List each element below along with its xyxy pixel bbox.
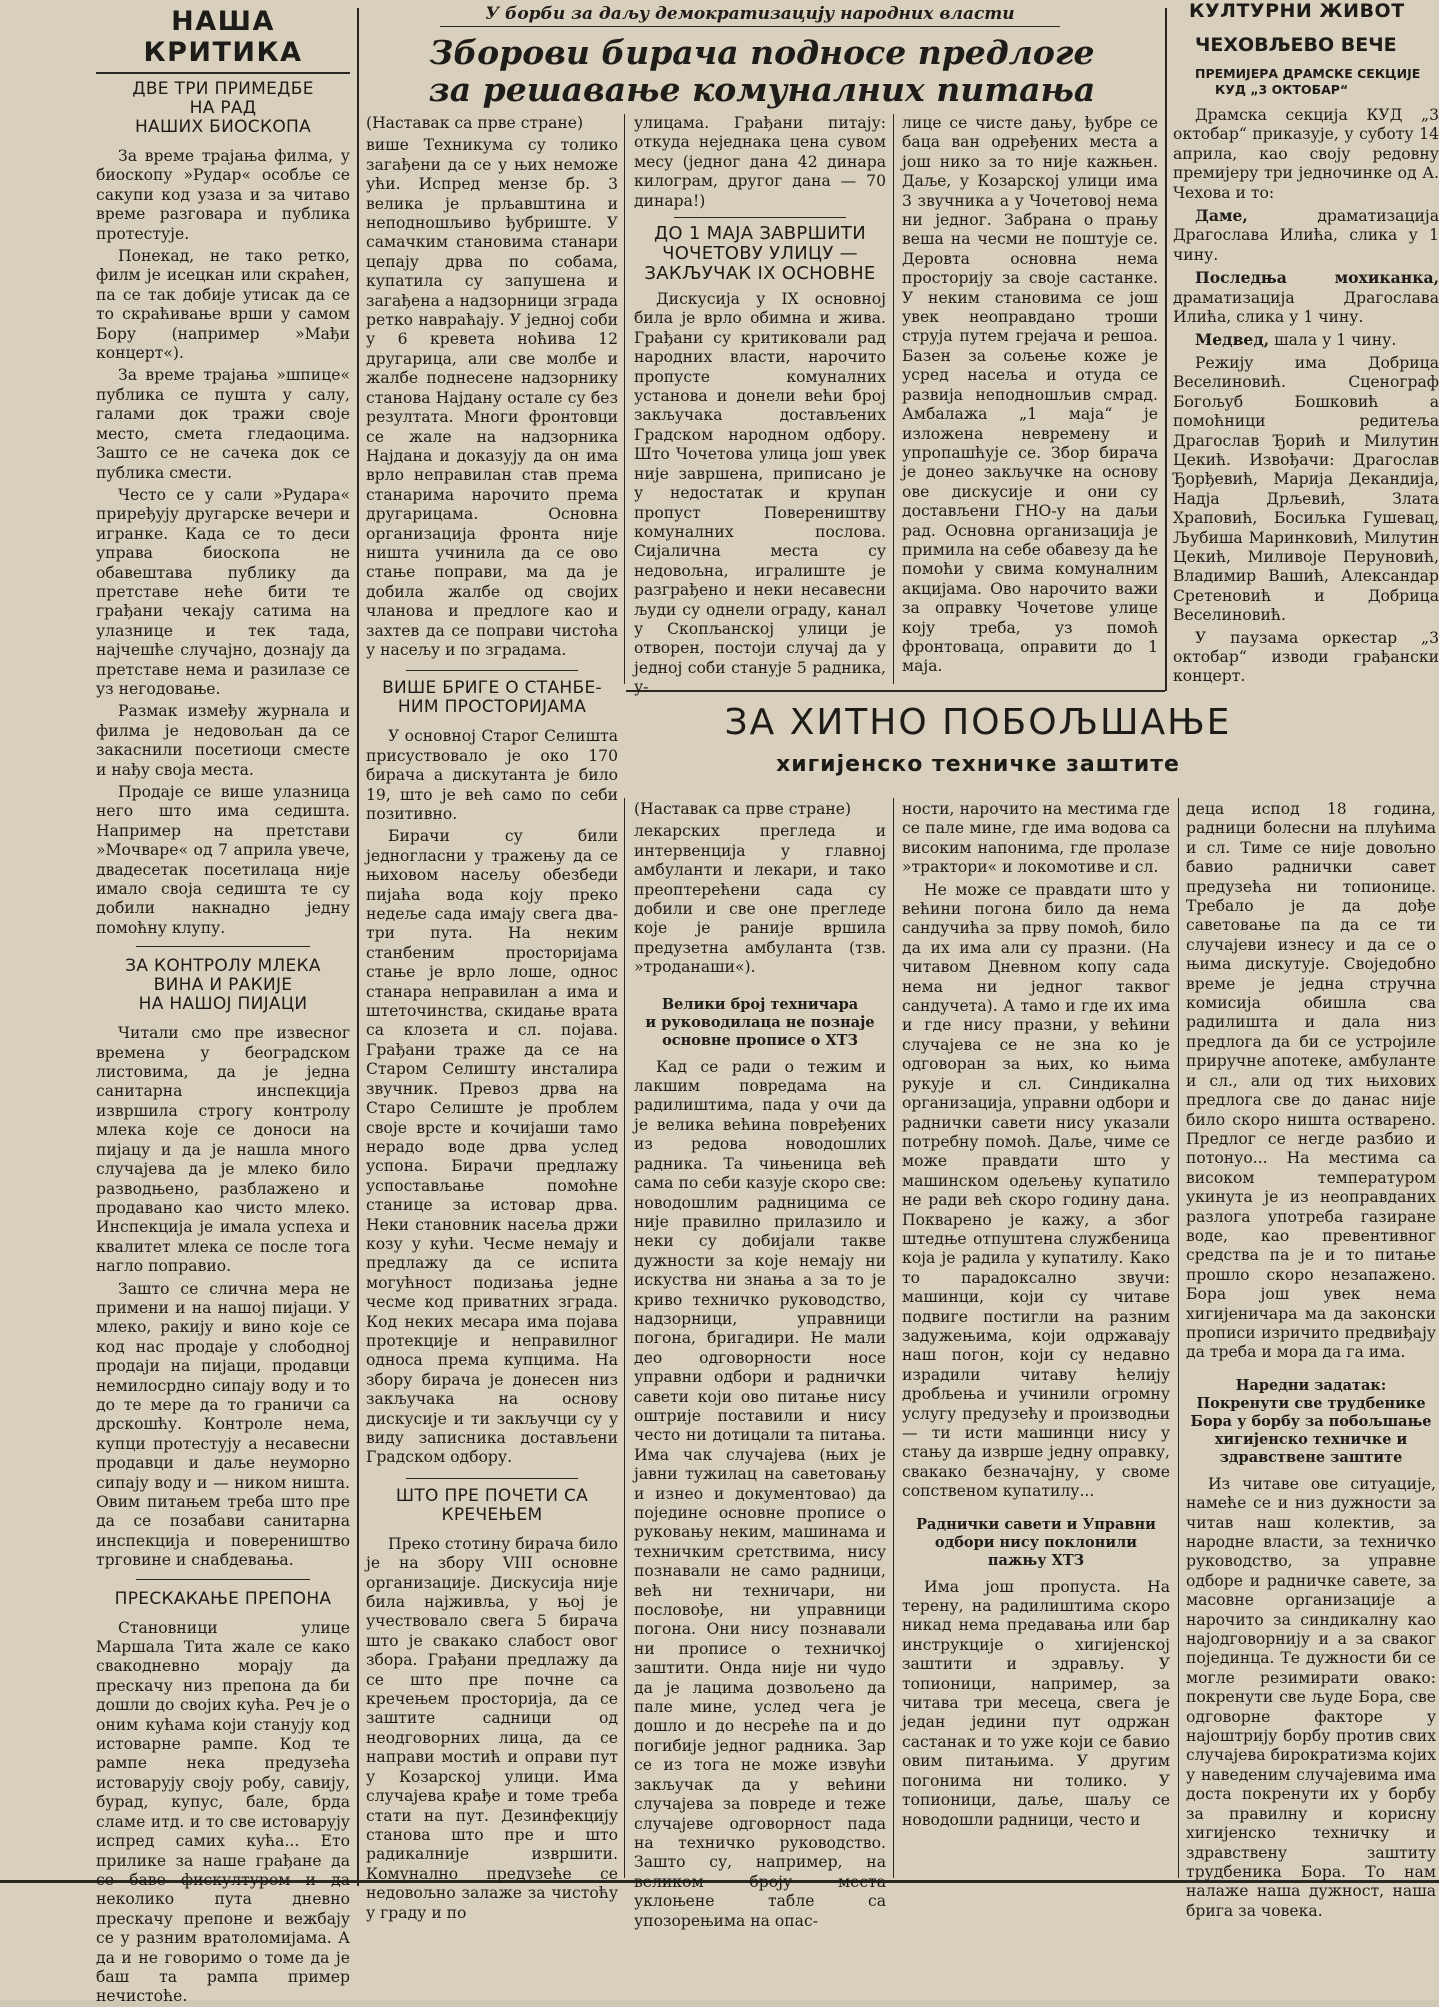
- center-col-1: (Наставак са прве стране) више Техникума су толико загађени да се у њих неможе ући. Испред мензе бр. 3 велика је прљавштина и неподношљиво ђубриште. У самачким становима станари цепају дрва по собама, купатила су запушена и загађена а надзорници зграда ретко навраћају. У једној соби у 6 кревета ноћива 12 другарица, али све молбе и жалбе поднесене надзорнику станова Најдану остале су без резултата. Многи фронтовци се жале на надзорника Најдана и доказују да он има врло неправилан став према станарима нарочито према другарицама. Основна организација фронта није ништа учинила да се ово стање поправи, ма да је добила жалбе од својих чланова и предлоге као и захтев да се поправи чистоћа у насељу и по зградама. ВИШЕ БРИГЕ О СТАНБЕ- НИМ ПРОСТОРИЈАМА У основној Старог Селишта присуствовало је око 170 бирача а дискутанта је било 19, што је већ само по себи позитивно. Бирачи су били једногласни у тражењу да се њиховом насељу обезбеди пијаћа вода коју преко недеље сада имају свега два-три пута. На неким станбеним просторијама стање је врло лоше, однос станара неправилан а има и штеточинства, скидање врата са клозета и сл. појава. Грађани траже да се на Старом Селишту инсталира звучник. Превоз дрва на Старо Селиште је проблем своје врсте и кочијаши тамо нерадо воде дрва услед успона. Бирачи предлажу успостављање помоћне станице за истовар дрва. Неки становник насеља држи козу у кући. Чесме немају и предлажу да се испита могућност подизања једне чесме код приватних зграда. Код неких месара има појава протекције и неправилног односа према купцима. На збору бирача је донесен низ закључака на основу дискусије и ти закључци су у виду записника достављени Градском одбору. ШТО ПРЕ ПОЧЕТИ СА КРЕЧЕЊЕМ Преко стотину бирача било је на збору VIII основне организације. Дискусија није била најживља, у њој је учествовало свега 5 бирача што је свакако слабост овог збора. Грађани предлажу да се што пре почне са кречењем просторија, да се заштите садници од неодговорних лица, да се направи мостић и оправи пут у Козарској улици. Има случајева крађе и томе треба стати на пут. Дезинфекцију станова што пре и што радикалније извршити. Комунално предузеће се недовољно залаже за чистоћу у граду и по: [366, 114, 618, 1922]
- article-body: Становници улице Маршала Тита жале се како свакодневно морају да прескачу низ препона да би дошли до својих кућа. Реч је о оним кућама који станују код истоварне рампе. Код те рампе нека предузећа истоварују своју робу, савију, бурад, купус, бале, брда сламе итд. и то све истоварују испред самих кућа... Ето прилике за наше грађане да се баве фискултуром и да неколико пута дневно прескачу препоне и вежбају се у разним вратоломијама. А да и не говоримо о томе да је баш та рампа пример нечистоће.: [96, 1618, 350, 2006]
- column-rule: [624, 114, 625, 684]
- play-item: Медвед, шала у 1 чину.: [1195, 330, 1397, 350]
- divider: [406, 670, 578, 671]
- column-rule: [1165, 8, 1167, 691]
- article-subhead: Раднички савети и Управни одбори нису поклонили пажњу ХТЗ: [916, 1515, 1156, 1569]
- column-rule: [893, 114, 894, 684]
- center-col-2: улицама. Грађани питају: откуда неједнака цена сувом месу (једног дана 42 динара килограм, другог дана — 70 динара!) ДО 1 МАЈА ЗАВРШИТИ ЧОЧЕТОВУ УЛИЦУ — ЗАКЉУЧАК IX ОСНОВНЕ Дискусија у IX основној била је врло обимна и жива. Грађани су критиковали рад народних власти, нарочито пропусте комуналних установа и донели већи број закључака достављених Градском народном одбору. Што Чочетова улица још увек није завршена, приписано је у недостатак и крупан пропуст Повереништву комуналних послова. Сијалична места су недовољна, игралиште је разграђено и неки несавесни људи су однели ограду, канал у Скопљанској улици је отворен, постоји случај да у једној соби станује 5 радника, у-: [634, 114, 886, 697]
- column-rule: [893, 798, 894, 1878]
- column-rule: [1178, 798, 1179, 1878]
- article-title: ЧЕХОВЉЕВО ВЕЧЕ: [1195, 34, 1397, 56]
- divider: [136, 1579, 310, 1580]
- lower-subhead: хигијенско техничке заштите: [776, 752, 1180, 777]
- column-rule: [357, 8, 359, 1886]
- article-title: ПРЕСКАКАЊЕ ПРЕПОНА: [114, 1588, 332, 1609]
- center-kicker: У борби за даљу демократизацију народних власти: [440, 4, 1060, 27]
- column-rule: [624, 798, 625, 1878]
- play-item: Последња мохиканка, драматизација Драгослава Илића, слика у 1 чину.: [1173, 268, 1439, 327]
- center-col-3: лице се чисте дању, ђубре се баца ван одређених места а још нико за то није кажњен. Даље, у Козарској улици има 3 звучника а у Чочетовој нема ни једног. Забрана о прању веша на чесми не поштује се. Деровта основна нема просторију за своје састанке. У неким становима се још увек неоправдано троши струја путем грејача и решоа. Базен за сољење коже је усред насеља и отуда се развија неподношљив смрад. Амбалажа „1 маја“ је изложена невремену и упропашћује се. Збор бирача је донео закључке на основу ове дискусије и они су достављени ГНО-у на даљи рад. Основна организација је примила на себе обавезу да ће помоћи у свима комуналним акцијама. Ово нарочито важи за оправку Чочетове улице коју треба, уз помоћ фронтоваца, оправити до 1 маја.: [902, 114, 1158, 676]
- divider: [406, 1478, 578, 1479]
- article-title: ЗА КОНТРОЛУ МЛЕКА ВИНА И РАКИЈЕ НА НАШОЈ ПИЈАЦИ: [125, 956, 321, 1015]
- article-title: ВИШЕ БРИГЕ О СТАНБЕ- НИМ ПРОСТОРИЈАМА: [382, 678, 602, 718]
- play-item: Даме, драматизација Драгослава Илића, слика у 1 чину.: [1173, 206, 1439, 264]
- left-column: [96, 6, 350, 2006]
- article-body: За време трајања филма, у биоскопу »Рудар« особље се сакупи код узаза и за читаво време разговара и публика протестује. Понекад, не тако ретко, филм је исецкан или скраћен, па се так добије утисак да се то скраћивање врши у самом Бору (например »Мађи концерт«). За време трајања »шпице« публика се пушта у салу, галами док тражи своје место, смета гледаоцима. Зашто се не сачека док се публика смести. Често се у сали »Рудара« приређују другарске вечери и игранке. Када се то деси управа биоскопа не обавештава публику да претставе неће бити те грађани чекају сатима на улазнице и тек тада, најчешће случајно, дознају да претставе нема и разилазе се уз негодовање. Размак између журнала и филма је недовољан да се закаснили посетиоци сместе и нађу своја места. Продаје се више улазница него што има седишта. Например на претстави »Мочваре« од 7 априла увече, двадесетак посетилаца није имало своја седишта те су добили накнадно једну помоћну клупу.: [96, 147, 350, 937]
- center-headline: Зборови бирача подносе предлоге за решавање комуналних питања: [428, 33, 1096, 109]
- rubric-title: КУЛТУРНИ ЖИВОТ: [1189, 0, 1405, 22]
- article-subhead: Наредни задатак: Покренути све трудбенике Бора у борбу за побољшање хигијенско техничке и здравствене заштите: [1190, 1376, 1432, 1466]
- rubric-title: НАША КРИТИКА: [96, 6, 350, 74]
- divider: [674, 217, 846, 218]
- lower-col-3: деца испод 18 година, радници болесни на плућима и сл. Тиме се није довољно бавио раднички савет предузећа ни топионице. Требало је да дође саветовање па да се ти случајеви изнесу и да се о њима дискутује. Своједобно време је једна стручна комисија обишла сва радилишта и дала низ предлога да би се устројиле приручне апотеке, амбуланте и сл., али од тих њихових предлога све до данас није било скоро ништа остварено. Предлог се негде разбио и потонуо... На местима са високом температуром укинута је из неоправданих разлога употреба газиране воде, као превентивног средства па је и то питање прошло скоро незапажено. Бора још увек нема хигијеничара ма да законски прописи изричито предвиђају да треба и мора да га има. Наредни задатак: Покренути све трудбенике Бора у борбу за побољшање хигијенско техничке и здравствене заштите Из читаве ове ситуације, намеће се и низ дужности за читав наш колектив, за народне власти, за техничко руководство, за управне одборе и радничке савете, за масовне организације а нарочито за синдикалну као најодговорнију и а за сваког појединца. Те дужности би се могле резимирати овако: покренути све људе Бора, све одговорне факторе у најоштрију борбу против свих случајева бирократизма којих у наведеним случајевима има доста покренути их у борбу за правилну и корисну хигијенско техничку и здравствену заштиту трудбеника Бора. То нам налаже наша дужност, наша брига за човека.: [1186, 800, 1436, 1920]
- lower-col-1: (Наставак са прве стране) лекарских прегледа и интервенција у главној амбуланти и лекари, и тако преоптерећени сада су добили и све оне прегледе које је раније вршила предузетна амбуланта (тзв. »троданаши«). Велики број техничара и руководилаца не познаје основне прописе о ХТЗ Кад се ради о тежим и лакшим повредама на радилиштима, пада у очи да је велика већина повређених из редова новодошлих радника. Та чињеница већ сама по себи казује скоро све: новодошлим радницима се није правилно прилазило и неки су добијали такве дужности за које немају ни искуства ни знања а за то је криво техничко руководство, надзорници, управници погона, бригадири. Не мали део одговорности носе управни одбори и раднички савети који ово питање нису оштрије поставили и нису често ни дотицали та питања. Има чак случајева (њих је јавни тужилац на саветовању и изнео и документовао) да поједине основне прописе о руковању неким, машинама и техничким сретствима, нису познавали не само радници, већ ни техничари, ни пословође, ни управници погона. Они нису познавали ни прописе о техничкој заштити. Онда није ни чудо да је лацима дозвољено да пале мине, услед чега је дошло и до несреће па и до погибије једног радника. Зар се из тога не може извући закључак да у већини случајева за повреде и теже случајеве одговорност пада на техничко руководство. Зашто су, например, на великом броју места уклоњене табле са упозорењима на опас-: [634, 800, 886, 1930]
- article-body: Читали смо пре извесног времена у београдском листовима, да је једна санитарна инспекција извршила строгу контролу млека које се доноси на пијацу и да је нашла много случајева да је млеко било разводњено, разблажено и продавано као чисто млеко. Инспекција је имала успеха и квалитет млека се после тога нагло поправио. Зашто се слична мера не примени и на нашој пијаци. У млеко, ракију и вино које се код нас продаје у слободној продаји на пијаци, продавци немилосрдно сипају воду и то до те мере да то граничи са дрскошћу. Контроле нема, купци протестују а несавесни продавци и даље неуморно сипају воду и — ником ништа. Овим питањем треба што пре да се позабави санитарна инспекција и повереништво трговине и снабдевања.: [96, 1024, 350, 1570]
- article-title: ШТО ПРЕ ПОЧЕТИ СА КРЕЧЕЊЕМ: [395, 1485, 589, 1525]
- article-title: ДО 1 МАЈА ЗАВРШИТИ ЧОЧЕТОВУ УЛИЦУ — ЗАКЉУЧАК IX ОСНОВНЕ: [644, 223, 876, 285]
- article-subhead: Велики број техничара и руководилаца не познаје основне прописе о ХТЗ: [645, 995, 875, 1049]
- article-title: ДВЕ ТРИ ПРИМЕДБЕ НА РАД НАШИХ БИОСКОПА: [132, 79, 314, 137]
- lower-col-2: ности, нарочито на местима где се пале мине, где има водова са високим напонима, где пролазе »трактори« и локомотиве и сл. Не може се правдати што у већини погона било да нема сандучића за прву помоћ, било да их има али су празни. (На читавом Дневном копу сада нема ни једног таквог сандучета). А тамо и где их има и где нису празни, у већини случајева се не зна ко је одговоран за њих, ко њима рукује и сл. Синдикална организација, управни одбори и раднички савети нису указали потребну помоћ. Даље, чиме се може правдати што у машинском одељењу купатило не ради већ скоро годину дана. Покварено је кажу, а због штедње отпуштена службеница која је радила у купатилу. Како то парадоксално звучи: машинци, који су читаве подвиге постигли на разним задужењима, који одржавају наш погон, који су недавно израдили читаву ћелију дробљења и учинили огромну услугу предузећу и производњи — ти исти машинци нису у стању да изврше једну оправку, свакако безначајну, у своме сопственом купатилу... Раднички савети и Управни одбори нису поклонили пажњу ХТЗ Има још пропуста. На терену, на радилиштима скоро никад нема предавања или бар инструкције о хигијенској заштити и здрављу. У топионици, например, за читава три месеца, свега је један једини пут одржан састанак и то уже који се бавио овим питањима. У другим погонима ни толико. У топионици, даље, шаљу се новодошли радници, често и: [902, 800, 1170, 1829]
- lower-headline: ЗА ХИТНО ПОБОЉШАЊЕ: [724, 702, 1232, 743]
- right-column: КУЛТУРНИ ЖИВОТ ЧЕХОВЉЕВО ВЕЧЕ ПРЕМИЈЕРА ДРАМСКЕ СЕКЦИЈЕ КУД „3 ОКТОБАР“ Драмска секција КУД „3 октобар“ приказује, у суботу 14 априла, као своју редовну премијеру три једночинке од А. Чехова и то: Даме, драматизација Драгослава Илића, слика у 1 чину. Последња мохиканка, драматизација Драгослава Илића, слика у 1 чину. Медвед, шала у 1 чину. Режију има Добрица Веселиновић. Сценограф Богољуб Бошковић а помоћници редитеља Драгослав Ђорић и Милутин Цекић. Извођачи: Драгослав Ђорђевић, Марија Декандија, Надја Дрљевић, Злата Храповић, Босиљка Гушевац, Љубиша Маринковић, Милутин Цекић, Миливоје Перуновић, Владимир Вашић, Александар Сретеновић и Добрица Веселиновић. У паузама оркестар „3 октобар“ изводи грађански концерт.: [1173, 0, 1439, 686]
- divider: [136, 946, 310, 947]
- article-subtitle: ПРЕМИЈЕРА ДРАМСКЕ СЕКЦИЈЕ КУД „3 ОКТОБАР“: [1195, 66, 1421, 97]
